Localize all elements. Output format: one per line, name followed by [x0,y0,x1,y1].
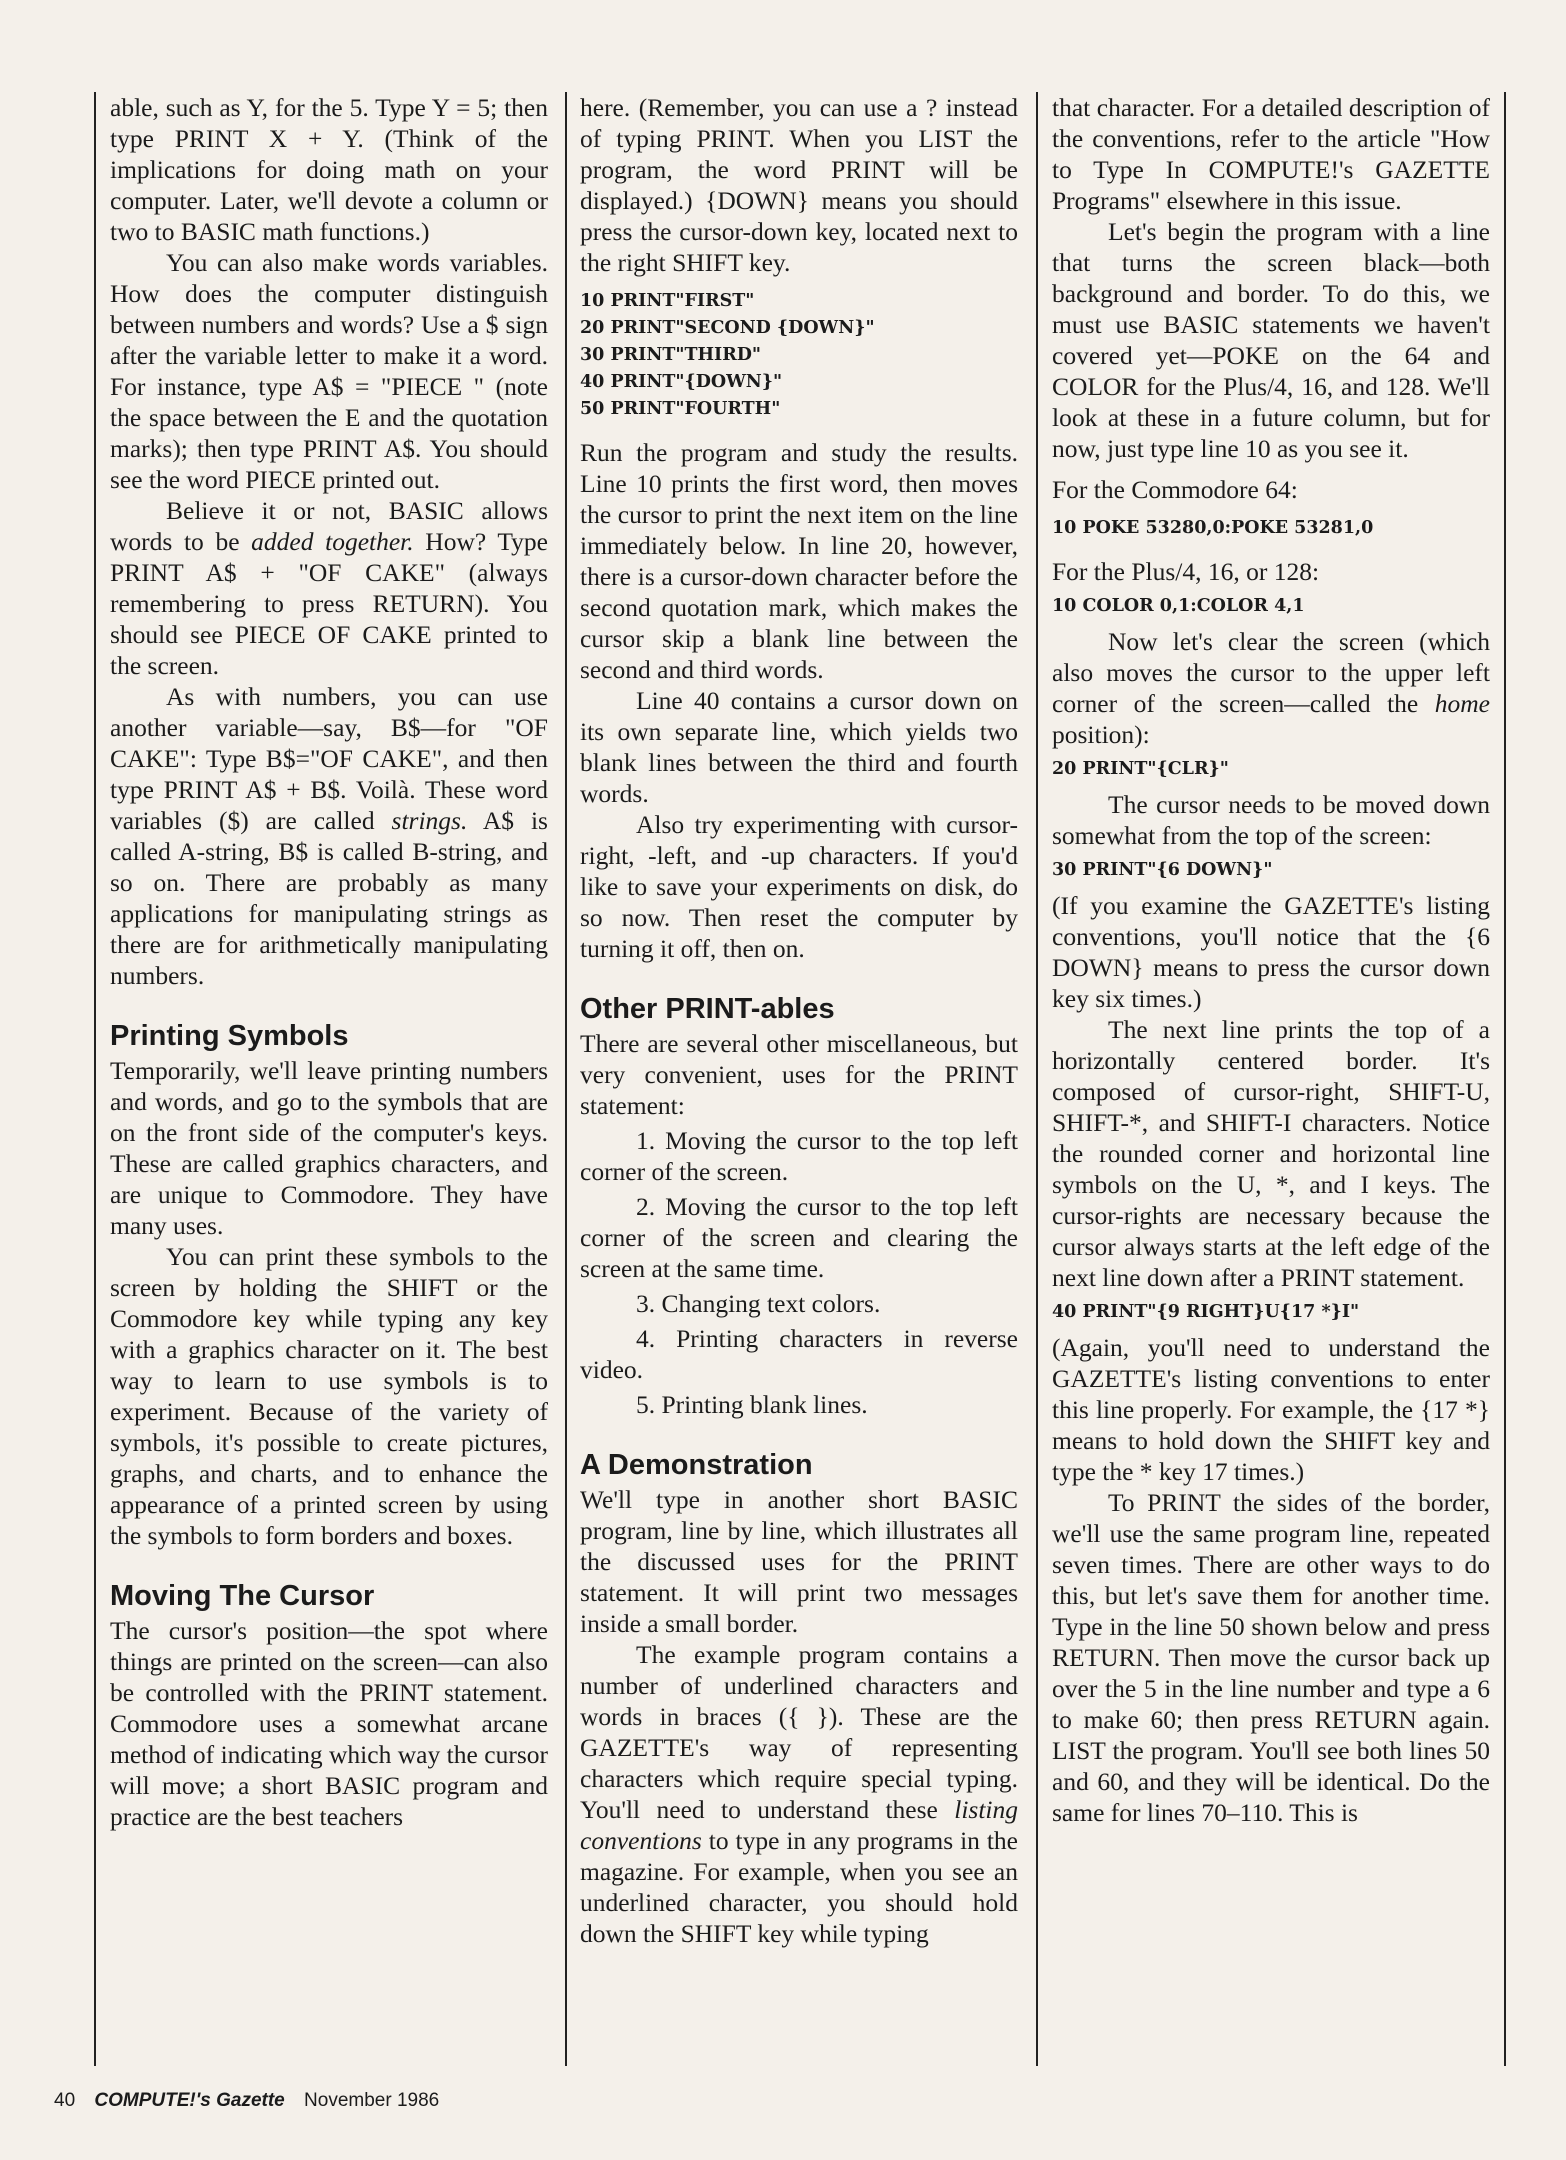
code-line: 30 PRINT"THIRD" [580,345,762,365]
page-number: 40 [54,2090,76,2111]
paragraph: For the Commodore 64: [1052,475,1298,504]
code-line: 10 PRINT"FIRST" [580,291,755,311]
paragraph: that character. For a detailed description of the conventions, refer to the article "How to Type In COMPUTE!'s GAZETTE Programs" elsewhere in this issue. [1052,93,1490,215]
paragraph: There are several other miscellaneous, but very convenient, uses for the PRINT statement: [580,1029,1018,1120]
paragraph: Temporarily, we'll leave printing numbers and words, and go to the symbols that are on the front side of the computer's keys. These are called graphics characters, and are unique to Commodore. They have many uses. [110,1056,548,1240]
section-heading-a-demonstration: A Demonstration [580,1449,813,1481]
list-item: 4. Printing characters in reverse video. [580,1324,1018,1384]
paragraph: Now let's clear the screen (which also moves the cursor to the upper left corner of the screen—called the home position): [1052,627,1490,749]
list-item: 3. Changing text colors. [636,1289,881,1318]
column-3 [1052,92,1490,1828]
column-rule-mid-2 [1036,92,1038,2066]
code-line: 20 PRINT"{CLR}" [1052,759,1229,779]
paragraph: The next line prints the top of a horizontally centered border. It's composed of cursor-right, SHIFT-U, SHIFT-*, and SHIFT-I characters. Notice the rounded corner and horizontal line symbols on the U, *, and I keys. The cursor-rights are necessary because the cursor always starts at the left edge of the next line down after a PRINT statement. [1052,1015,1490,1292]
column-rule-left [94,92,96,2066]
column-2 [580,92,1018,1949]
list-item: 2. Moving the cursor to the top left corner of the screen and clearing the screen at the same time. [580,1192,1018,1283]
code-listing [580,288,1018,423]
paragraph: The example program contains a number of underlined characters and words in braces ({ }). These are the GAZETTE's way of representing characters which require special typing. You'll need to understand these listing conventions to type in any programs in the magazine. For example, when you see an underlined character, you should hold down the SHIFT key while typing [580,1640,1018,1948]
code-line: 30 PRINT"{6 DOWN}" [1052,860,1273,880]
section-heading-other-printables: Other PRINT-ables [580,993,835,1025]
paragraph: Line 40 contains a cursor down on its own separate line, which yields two blank lines between the third and fourth words. [580,686,1018,808]
column-rule-right [1504,92,1506,2066]
paragraph: Believe it or not, BASIC allows words to be added together. How? Type PRINT A$ + "OF CAKE" (always remembering to press RETURN). You should see PIECE OF CAKE printed to the screen. [110,496,548,680]
code-line: 50 PRINT"FOURTH" [580,399,781,419]
paragraph: able, such as Y, for the 5. Type Y = 5; then type PRINT X + Y. (Think of the implications for doing math on your computer. Later, we'll devote a column or two to BASIC math functions.) [110,93,548,246]
paragraph: To PRINT the sides of the border, we'll use the same program line, repeated seven times. There are other ways to do this, but let's save them for another time. Type in the line 50 shown below and press RETURN. Then move the cursor back up over the 5 in the line number and type a 6 to make 60; then press RETURN again. LIST the program. You'll see both lines 50 and 60, and they will be identical. Do the same for lines 70–110. This is [1052,1488,1490,1827]
code-line: 40 PRINT"{9 RIGHT}U{17 *}I" [1052,1302,1360,1322]
paragraph: (If you examine the GAZETTE's listing conventions, you'll notice that the {6 DOWN} means to press the cursor down key six times.) [1052,891,1490,1013]
section-heading-printing-symbols: Printing Symbols [110,1020,349,1052]
magazine-title: COMPUTE!'s Gazette [94,2090,285,2111]
paragraph: The cursor's position—the spot where things are printed on the screen—can also be controlled with the PRINT statement. Commodore uses a somewhat arcane method of indicating which way the cursor will move; a short BASIC program and practice are the best teachers [110,1616,548,1831]
paragraph: As with numbers, you can use another variable—say, B$—for "OF CAKE": Type B$="OF CAKE", and then type PRINT A$ + B$. Voilà. These word variables ($) are called strings. A$ is called A-string, B$ is called B-string, and so on. There are probably as many applications for manipulating strings as there are for arithmetically manipulating numbers. [110,682,548,990]
list-item: 5. Printing blank lines. [636,1390,868,1419]
paragraph: You can print these symbols to the screen by holding the SHIFT or the Commodore key while typing any key with a graphics character on it. The best way to learn to use symbols is to experiment. Because of the variety of symbols, it's possible to create pictures, graphs, and charts, and to enhance the appearance of a printed screen by using the symbols to form borders and boxes. [110,1242,548,1550]
column-1 [110,92,548,1832]
paragraph: For the Plus/4, 16, or 128: [1052,557,1320,586]
paragraph: Also try experimenting with cursor-right, -left, and -up characters. If you'd like to save your experiments on disk, do so now. Then reset the computer by turning it off, then on. [580,810,1018,963]
paragraph: (Again, you'll need to understand the GAZETTE's listing conventions to enter this line properly. For example, the {17 *} means to hold down the SHIFT key and type the * key 17 times.) [1052,1333,1490,1486]
column-rule-mid-1 [565,92,567,2066]
code-line: 10 COLOR 0,1:COLOR 4,1 [1052,596,1305,616]
list-item: 1. Moving the cursor to the top left corner of the screen. [580,1126,1018,1186]
paragraph: here. (Remember, you can use a ? instead of typing PRINT. When you LIST the program, the word PRINT will be displayed.) {DOWN} means you should press the cursor-down key, located next to the right SHIFT key. [580,93,1018,277]
paragraph: Let's begin the program with a line that turns the screen black—both background and border. To do this, we must use BASIC statements we haven't covered yet—POKE on the 64 and COLOR for the Plus/4, 16, and 128. We'll look at these in a future column, but for now, just type line 10 as you see it. [1052,217,1490,463]
issue-date: November 1986 [304,2090,440,2111]
page-footer [54,2090,439,2112]
code-line: 20 PRINT"SECOND {DOWN}" [580,318,875,338]
paragraph: We'll type in another short BASIC program, line by line, which illustrates all the discussed uses for the PRINT statement. It will print two messages inside a small border. [580,1485,1018,1638]
section-heading-moving-the-cursor: Moving The Cursor [110,1580,375,1612]
paragraph: Run the program and study the results. Line 10 prints the first word, then moves the cursor to print the next item on the line immediately below. In line 20, however, there is a cursor-down character before the second quotation mark, which makes the cursor skip a blank line between the second and third words. [580,438,1018,684]
paragraph: You can also make words variables. How does the computer distinguish between numbers and words? Use a $ sign after the variable letter to make it a word. For instance, type A$ = "PIECE " (note the space between the E and the quotation marks); then type PRINT A$. You should see the word PIECE printed out. [110,248,548,494]
code-line: 10 POKE 53280,0:POKE 53281,0 [1052,518,1374,538]
code-line: 40 PRINT"{DOWN}" [580,372,783,392]
paragraph: The cursor needs to be moved down somewhat from the top of the screen: [1052,790,1490,850]
